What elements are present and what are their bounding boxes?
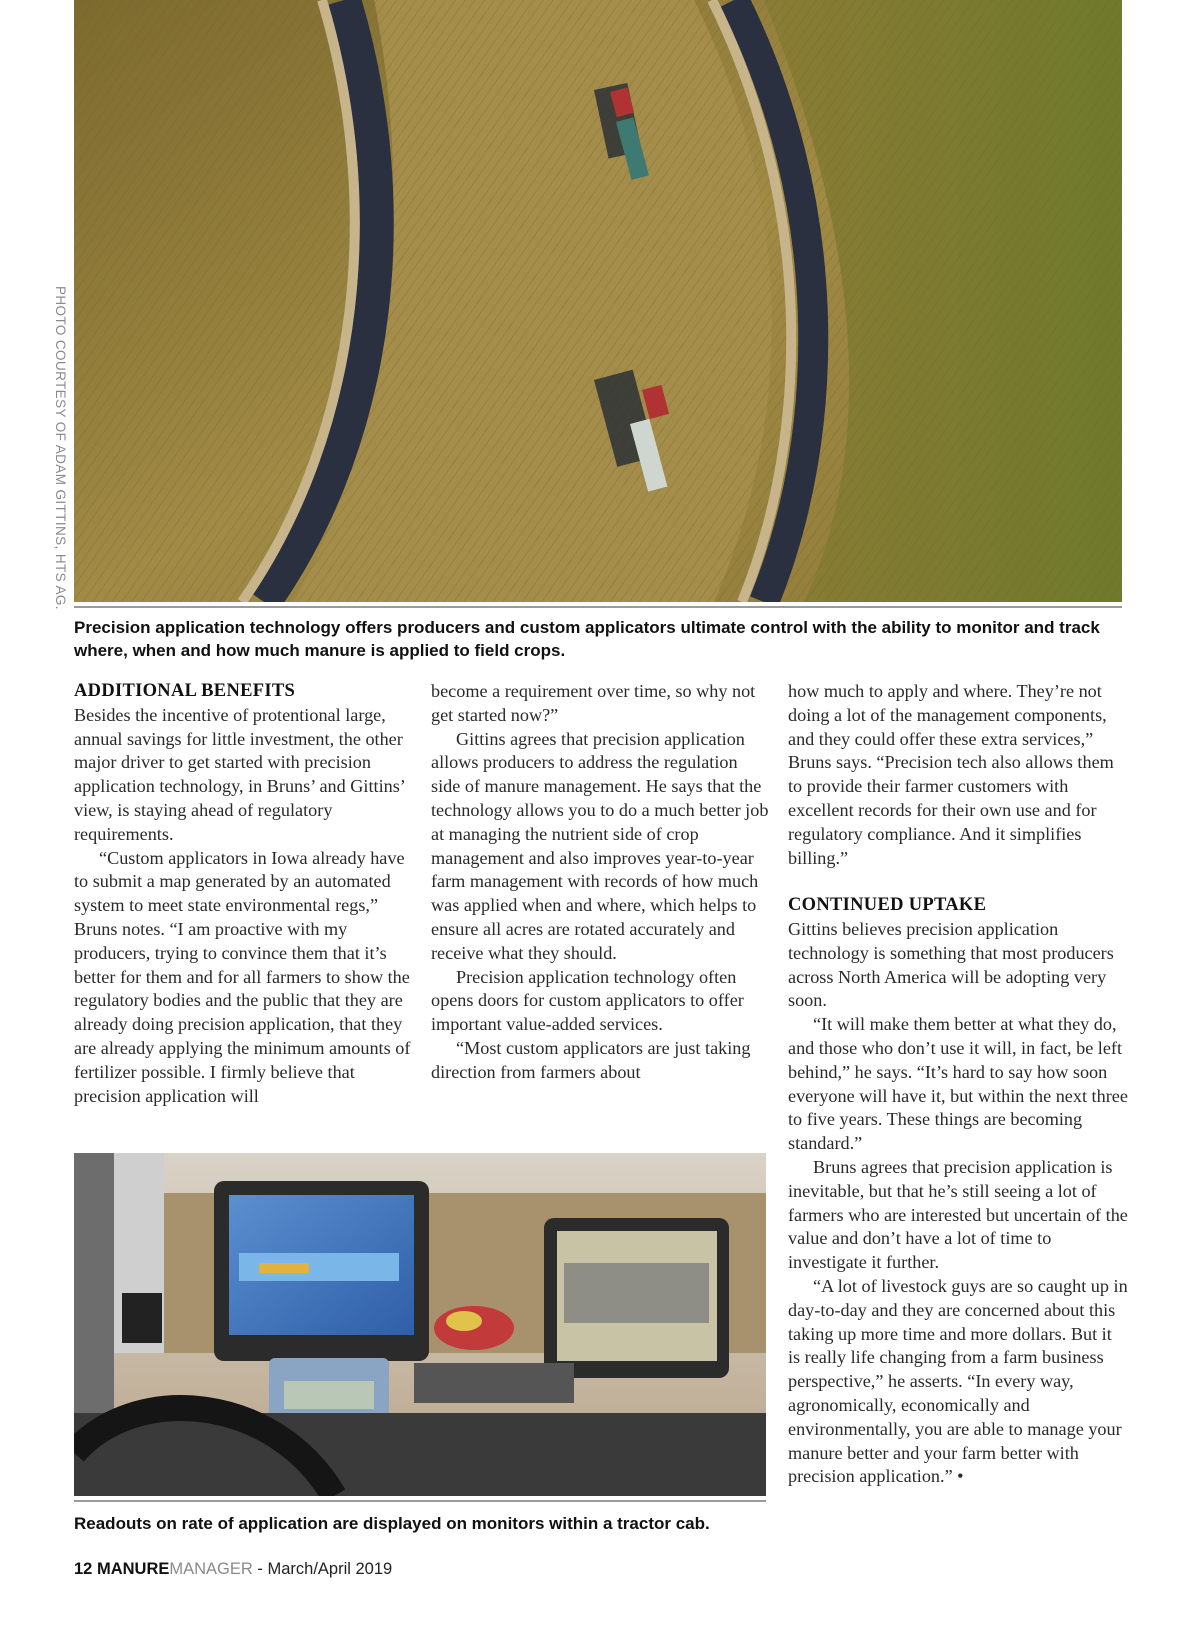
bottom-caption-rule [74, 1500, 766, 1502]
top-photo-caption: Precision application technology offers producers and custom applicators ultimate control with the ability to monitor and track where, when and how much manure is applied to field crops. [74, 618, 1100, 660]
page-number: 12 [74, 1560, 93, 1578]
paragraph: Gittins believes precision application technology is something that most producers across North America will be adopting very soon. [788, 918, 1114, 1011]
page-footer [74, 1560, 392, 1579]
paragraph: how much to apply and where. They’re not doing a lot of the management components, and they could offer these extra services,” Bruns says. “Precision tech also allows them to provide their farmer customers with excellent records for their own use and for regulatory compliance. And it simplifies billing.” [788, 681, 1114, 868]
column-1 [74, 680, 414, 1108]
paragraph: become a requirement over time, so why not get started now?” [431, 681, 756, 725]
section-heading-additional-benefits: ADDITIONAL BENEFITS [74, 681, 296, 701]
spacer [788, 870, 1128, 894]
paragraph: Bruns agrees that precision application is inevitable, but that he’s still seeing a lot of farmers who are interested but uncertain of the value and don’t have a lot of time to investigate it further. [788, 1156, 1128, 1273]
paragraph: Besides the incentive of protentional large, annual savings for little investment, the other major driver to get started with precision application technology, in Bruns’ and Gittins’ view, is staying ahead of regulatory requirements. [74, 704, 405, 844]
paragraph: Gittins agrees that precision application allows producers to address the regulation side of manure management. He says that the technology allows you to do a much better job at managing the nutrient side of crop management and also improves year-to-year farm management with records of how much was applied when and where, which helps to ensure all acres are rotated accurately and receive what they should. [431, 728, 769, 963]
column-2 [431, 680, 771, 1085]
paragraph: “A lot of livestock guys are so caught up in day-to-day and they are concerned about this taking up more time and more dollars. But it is really life changing from a farm business perspective,” he asserts. “In every way, agronomically, economically and environmentally, you are able to manage your manure better and your farm better with precision application.” • [788, 1275, 1128, 1487]
paragraph: “Most custom applicators are just taking direction from farmers about [431, 1037, 751, 1082]
column-3 [788, 680, 1128, 1489]
magazine-name-bold: MANURE [96, 1560, 170, 1578]
magazine-name-light: MANAGER [169, 1560, 253, 1578]
paragraph: Precision application technology often opens doors for custom applicators to offer important value-added services. [431, 966, 744, 1035]
paragraph: “It will make them better at what they do, and those who don’t use it will, in fact, be left behind,” he says. “It’s hard to say how soon everyone will have it, but within the next three to five years. These things are becoming standard.” [788, 1014, 1128, 1154]
tractor-cab-monitors-photo [74, 1153, 766, 1496]
top-caption-rule [74, 606, 1122, 608]
issue-date: - March/April 2019 [257, 1560, 393, 1578]
bottom-photo-caption: Readouts on rate of application are displayed on monitors within a tractor cab. [74, 1514, 710, 1533]
photo-credit: PHOTO COURTESY OF ADAM GITTINS, HTS AG. [53, 286, 68, 610]
section-heading-continued-uptake: CONTINUED UPTAKE [788, 895, 987, 916]
paragraph: “Custom applicators in Iowa already have to submit a map generated by an automated system to meet state environmental regs,” Bruns notes. “I am proactive with my producers, trying to convince them that it’s better for them and for all farmers to show the regulatory bodies and the public that they are already doing precision application, that they are already applying the minimum amounts of fertilizer possible. I firmly believe that precision application will [74, 847, 411, 1106]
aerial-field-photo [74, 0, 1122, 602]
